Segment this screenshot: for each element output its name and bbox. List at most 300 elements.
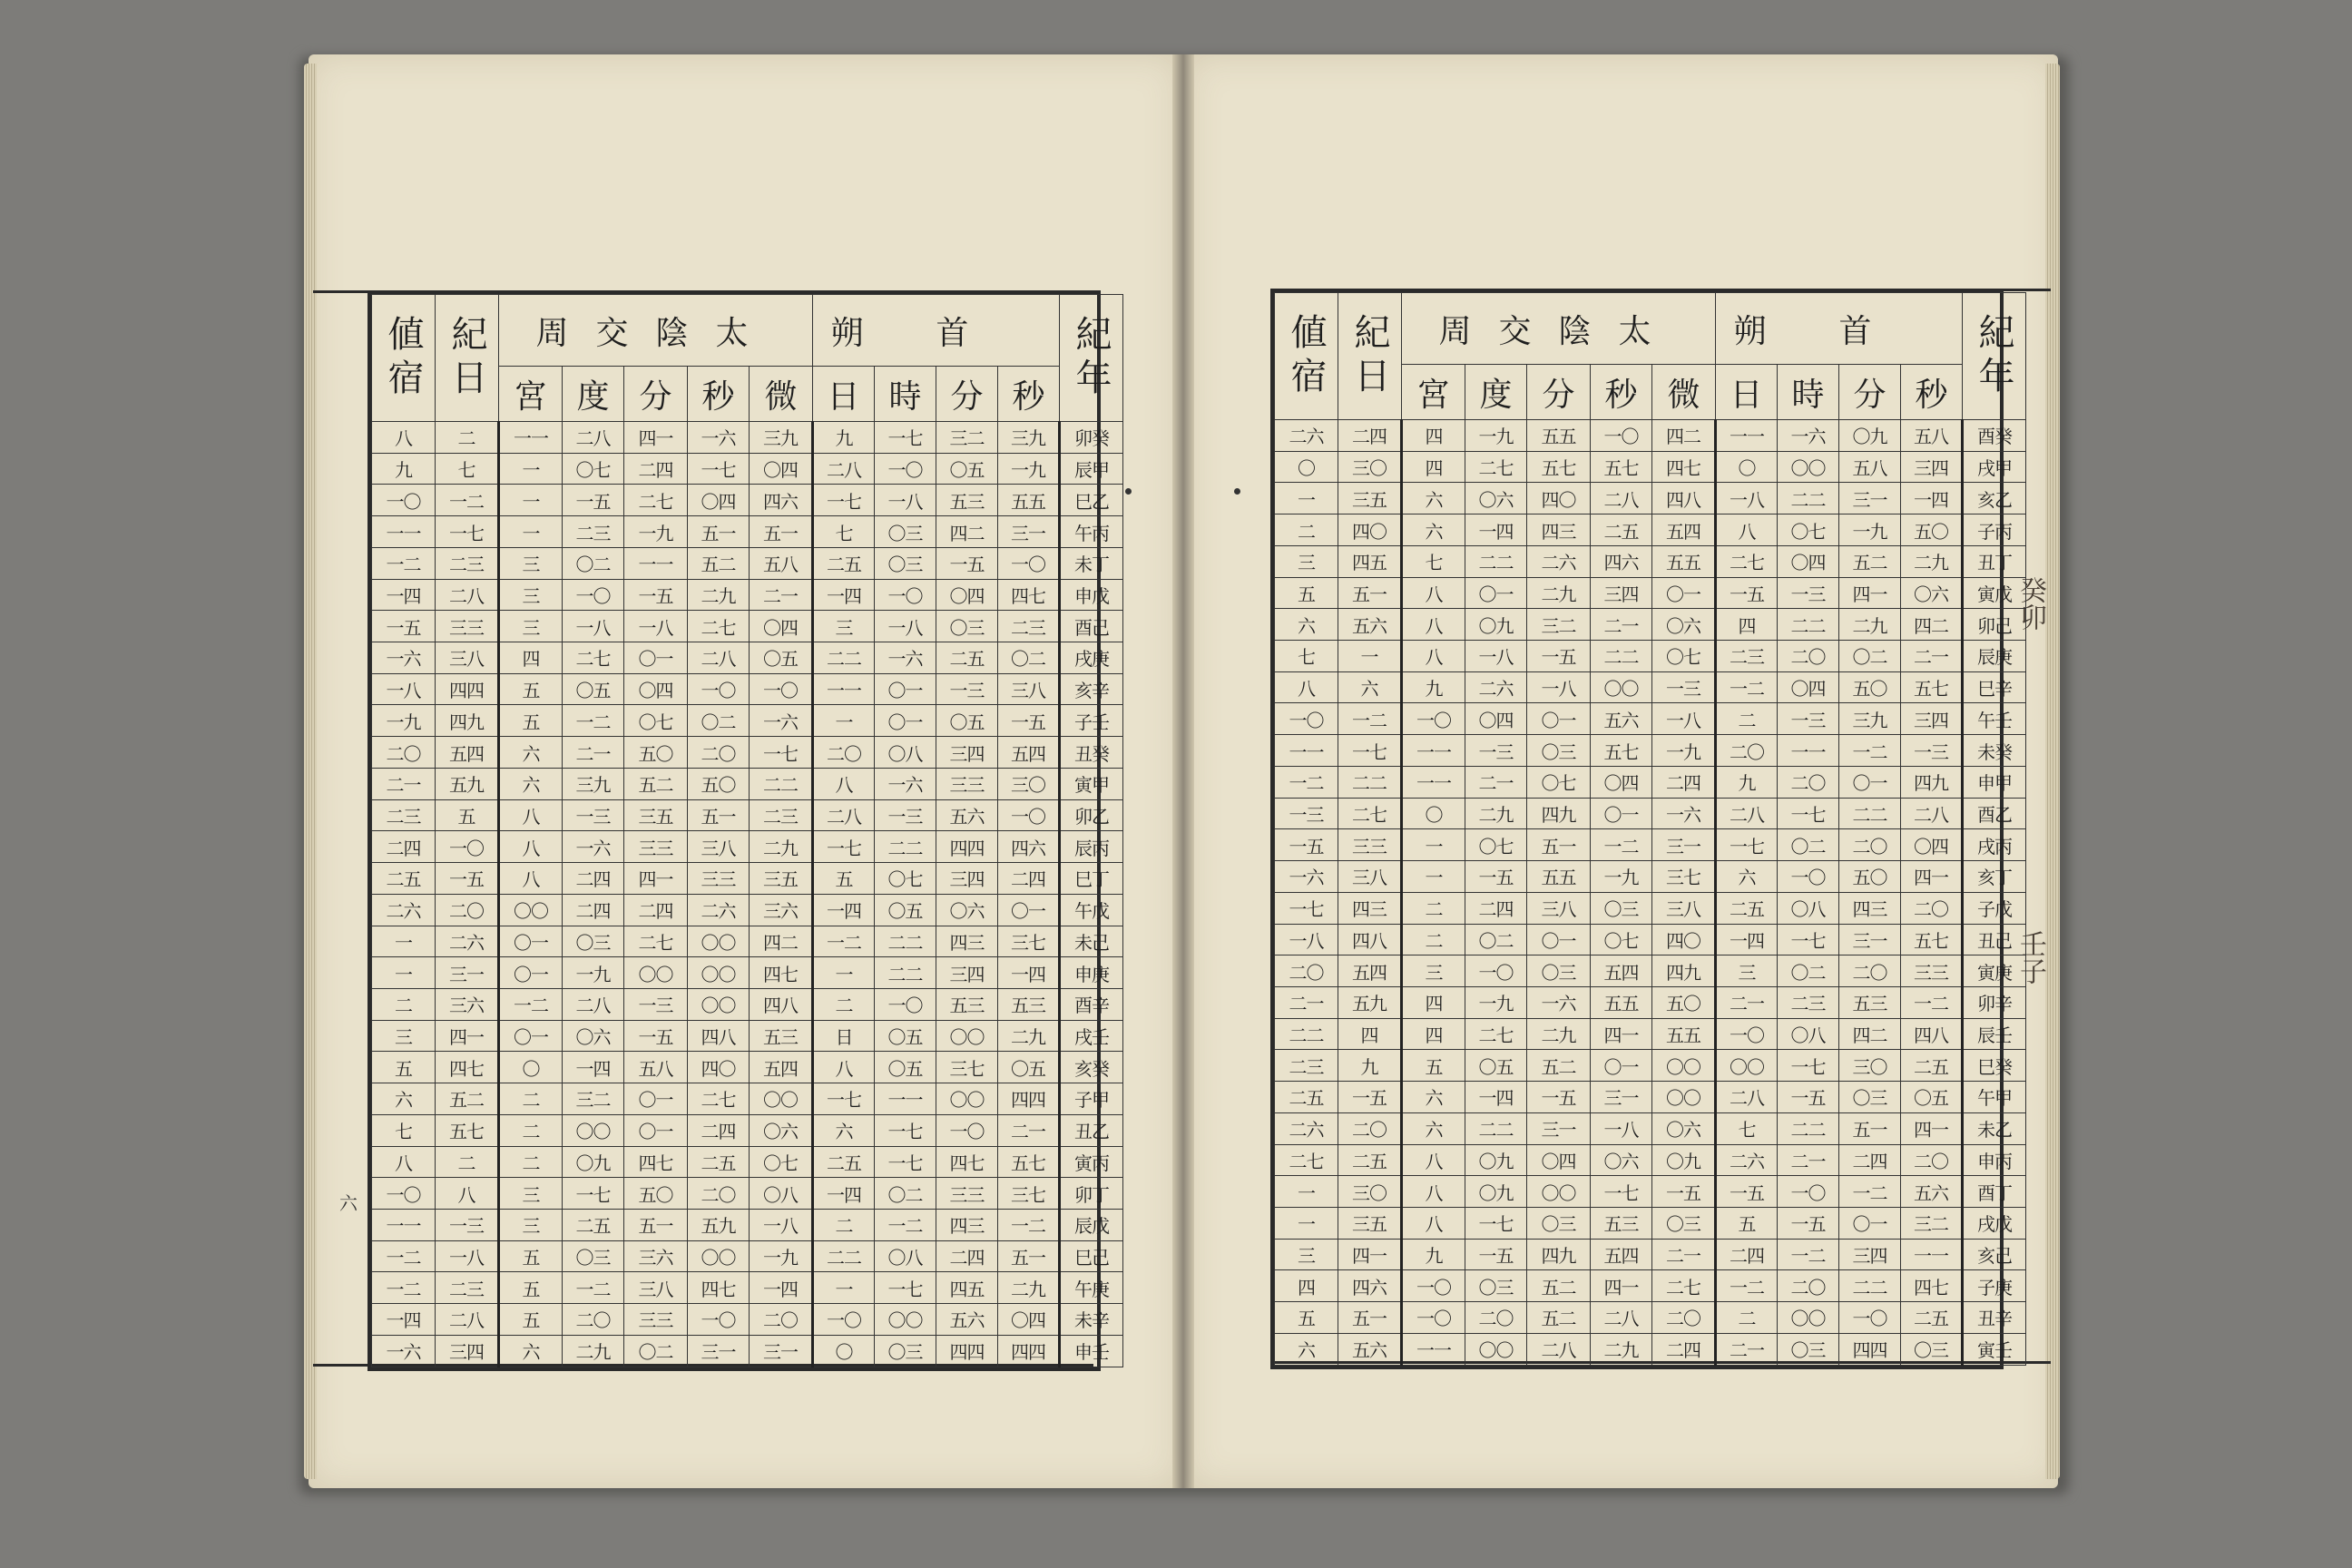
table-cell: 九 [1338,1050,1402,1082]
table-cell: 一三 [1275,798,1338,829]
table-row [372,894,1123,926]
table-cell: 〇二 [1839,641,1901,672]
table-cell: 〇〇 [624,957,688,989]
table-cell: 一五 [1465,1239,1527,1270]
table-cell: 五一 [750,516,813,548]
left-page-edges [304,64,317,1479]
table-cell: 四三 [936,1209,998,1240]
table-cell: 一五 [1338,1082,1402,1113]
table-cell: 三 [499,611,563,642]
table-cell: 酉丁 [1963,1176,2026,1208]
table-cell: 五九 [1338,986,1402,1018]
table-cell: 巳己 [1060,1240,1123,1272]
table-cell: 〇六 [1591,1144,1652,1176]
table-row [1275,766,2026,798]
table-cell: 一四 [372,1304,436,1336]
table-cell: 二一 [563,737,624,769]
header-taiyin-sub: 微 [750,367,813,422]
table-cell: 五六 [1901,1176,1963,1208]
table-cell: 〇二 [998,642,1060,674]
table-cell: 一〇 [1778,861,1839,893]
table-cell: 一〇 [813,1304,875,1336]
table-cell: 一八 [1716,483,1778,514]
table-cell: 〇六 [1652,609,1716,641]
table-cell: 〇四 [1591,766,1652,798]
table-cell: 六 [499,768,563,799]
table-cell: 三 [499,579,563,611]
table-cell: 一 [1338,641,1402,672]
table-cell: 二一 [1716,1333,1778,1365]
table-cell: 二 [372,988,436,1020]
header-jinian: 紀年 [1060,295,1123,422]
table-cell: 未丁 [1060,547,1123,579]
table-row [372,1209,1123,1240]
table-row [1275,420,2026,452]
table-cell: 三 [499,547,563,579]
table-cell: 五〇 [688,768,750,799]
table-cell: 〇五 [1901,1082,1963,1113]
table-cell: 一 [499,516,563,548]
table-cell: 一四 [750,1272,813,1304]
table-cell: 三七 [936,1052,998,1083]
table-cell: 〇七 [1652,641,1716,672]
table-row [372,768,1123,799]
table-row [1275,1144,2026,1176]
table-cell: 二七 [1465,1018,1527,1050]
table-cell: 〇五 [750,642,813,674]
table-cell: 四一 [1591,1270,1652,1302]
table-cell: 一四 [563,1052,624,1083]
table-cell: 五一 [1527,829,1591,861]
table-row [1275,1050,2026,1082]
table-cell: 一六 [372,1335,436,1367]
table-cell: 午壬 [1963,703,2026,735]
table-cell: 〇八 [1778,1018,1839,1050]
table-cell: 五六 [1591,703,1652,735]
table-cell: 一二 [1275,766,1338,798]
header-shuo-sub: 秒 [998,367,1060,422]
table-cell: 二七 [1652,1270,1716,1302]
page-number: 六 [339,1192,358,1214]
table-cell: 二九 [998,1020,1060,1052]
table-row [372,1052,1123,1083]
table-cell: 二一 [1901,641,1963,672]
table-cell: 一八 [875,485,936,516]
table-cell: 寅甲 [1060,768,1123,799]
table-cell: 一四 [998,957,1060,989]
table-cell: 四二 [1652,420,1716,452]
table-cell: 二四 [998,863,1060,895]
table-cell: 八 [1716,514,1778,546]
table-cell: 一八 [436,1240,499,1272]
table-cell: 寅庚 [1963,956,2026,987]
table-cell: 三七 [998,1178,1060,1210]
table-cell: 二七 [688,1083,750,1115]
table-cell: 二五 [1591,514,1652,546]
table-cell: 〇〇 [1652,1050,1716,1082]
table-cell: 〇二 [688,705,750,737]
table-cell: 一三 [1652,671,1716,703]
table-cell: 一二 [563,1272,624,1304]
table-cell: 一二 [1716,1270,1778,1302]
table-row [372,1178,1123,1210]
table-cell: 申壬 [1060,1335,1123,1367]
table-cell: 五七 [998,1146,1060,1178]
table-cell: 五 [1402,1050,1465,1082]
table-cell: 三三 [936,768,998,799]
table-cell: 三 [372,1020,436,1052]
table-cell: 〇九 [1652,1144,1716,1176]
table-cell: 一七 [750,737,813,769]
table-cell: 一三 [436,1209,499,1240]
table-cell: 二一 [1275,986,1338,1018]
table-cell: 五一 [1338,1302,1402,1334]
table-cell: 二四 [563,863,624,895]
table-cell: 二八 [1591,483,1652,514]
table-cell: 辰壬 [1963,1018,2026,1050]
table-cell: 一五 [436,863,499,895]
table-cell: 三二 [936,422,998,454]
table-cell: 二八 [436,1304,499,1336]
table-cell: 一二 [1338,703,1402,735]
table-cell: 四一 [1591,1018,1652,1050]
table-cell: 八 [1402,1176,1465,1208]
table-cell: 一三 [875,799,936,831]
table-cell: 〇六 [1901,577,1963,609]
table-cell: 〇九 [1465,1176,1527,1208]
table-cell: 三 [499,1209,563,1240]
table-cell: 一一 [1778,735,1839,767]
page-dot-left [1125,488,1132,495]
table-cell: 二 [499,1114,563,1146]
table-cell: 六 [1402,1112,1465,1144]
table-cell: 三三 [1901,956,1963,987]
table-cell: 三三 [624,1304,688,1336]
table-cell: 〇一 [998,894,1060,926]
table-cell: 〇四 [998,1304,1060,1336]
table-row [372,863,1123,895]
table-cell: 子戊 [1963,892,2026,924]
table-cell: 未辛 [1060,1304,1123,1336]
table-cell: 一二 [998,1209,1060,1240]
table-cell: 四 [1402,986,1465,1018]
table-cell: 一五 [1716,1176,1778,1208]
table-row [1275,1112,2026,1144]
table-cell: 三二 [1901,1207,1963,1239]
table-cell: 一六 [688,422,750,454]
table-cell: 三四 [1901,451,1963,483]
table-cell: 〇五 [875,1020,936,1052]
table-cell: 二二 [1465,1112,1527,1144]
table-cell: 七 [813,516,875,548]
table-row [372,737,1123,769]
table-cell: 五 [1716,1207,1778,1239]
table-cell: 五 [372,1052,436,1083]
table-cell: 〇三 [1527,735,1591,767]
table-cell: 一九 [750,1240,813,1272]
table-row [372,547,1123,579]
table-cell: 一八 [1275,924,1338,956]
right-page-table [1274,292,2026,1366]
header-taiyin-sub: 秒 [688,367,750,422]
table-cell: 一二 [1716,671,1778,703]
table-cell: 五一 [624,1209,688,1240]
table-cell: 五八 [1901,420,1963,452]
table-cell: 一五 [936,547,998,579]
table-cell: 一三 [936,673,998,705]
table-cell: 〇四 [624,673,688,705]
table-cell: 三九 [750,422,813,454]
table-cell: 二八 [1716,798,1778,829]
table-cell: 〇〇 [688,957,750,989]
header-xiu: 値宿 [372,295,436,422]
table-cell: 一七 [1275,892,1338,924]
table-cell: 二五 [563,1209,624,1240]
table-cell: 戌壬 [1060,1020,1123,1052]
table-cell: 巳丁 [1060,863,1123,895]
table-cell: 一〇 [998,799,1060,831]
table-cell: 三四 [1591,577,1652,609]
table-cell: 〇一 [1527,924,1591,956]
table-cell: 〇七 [563,453,624,485]
table-cell: 二四 [1465,892,1527,924]
table-cell: 申戊 [1060,579,1123,611]
table-cell: 五四 [436,737,499,769]
table-cell: 〇〇 [1591,671,1652,703]
table-cell: 一〇 [936,1114,998,1146]
table-cell: 二一 [1716,986,1778,1018]
table-cell: 四九 [1652,956,1716,987]
table-cell: 一九 [563,957,624,989]
table-cell: 〇一 [1527,703,1591,735]
table-cell: 一六 [875,768,936,799]
table-row [372,642,1123,674]
table-cell: 三 [499,1178,563,1210]
table-cell: 二五 [813,547,875,579]
table-cell: 二〇 [1901,1144,1963,1176]
table-cell: 四二 [1901,609,1963,641]
table-cell: 〇〇 [875,1304,936,1336]
table-cell: 二八 [813,799,875,831]
table-cell: 一一 [813,673,875,705]
table-cell: 三一 [1652,829,1716,861]
table-cell: 四四 [936,831,998,863]
table-cell: 一 [1402,829,1465,861]
table-cell: 二 [436,422,499,454]
table-cell: 〇一 [1839,1207,1901,1239]
table-row [1275,735,2026,767]
table-cell: 二二 [1275,1018,1338,1050]
table-cell: 四八 [1901,1018,1963,1050]
table-cell: 一〇 [1402,1302,1465,1334]
table-cell: 戌甲 [1963,451,2026,483]
table-cell: 四九 [1527,798,1591,829]
table-cell: 四七 [1652,451,1716,483]
table-cell: 二四 [1839,1144,1901,1176]
table-cell: 一二 [372,1272,436,1304]
table-cell: 〇五 [563,673,624,705]
table-cell: 二四 [1652,1333,1716,1365]
table-cell: 五 [813,863,875,895]
table-cell: 四三 [1527,514,1591,546]
table-row [372,453,1123,485]
table-cell: 三四 [436,1335,499,1367]
table-cell: 〇〇 [936,1083,998,1115]
header-taiyin-sub: 微 [1652,365,1716,420]
table-cell: 一二 [499,988,563,1020]
table-cell: 一七 [813,1083,875,1115]
table-cell: 二九 [1591,1333,1652,1365]
table-row [372,422,1123,454]
table-cell: 一七 [1778,1050,1839,1082]
table-cell: 〇〇 [499,894,563,926]
table-cell: 申甲 [1963,766,2026,798]
table-cell: 五〇 [1839,671,1901,703]
table-cell: 二八 [436,579,499,611]
table-cell: 五 [499,1272,563,1304]
table-cell: 五二 [688,547,750,579]
table-cell: 四 [1402,420,1465,452]
table-cell: 一六 [1275,861,1338,893]
table-cell: 二六 [1716,1144,1778,1176]
table-cell: 一二 [1839,735,1901,767]
table-cell: 三 [1275,1239,1338,1270]
table-row [372,1272,1123,1304]
table-cell: 〇二 [624,1335,688,1367]
table-cell: 三四 [936,957,998,989]
table-cell: 五五 [1652,1018,1716,1050]
table-cell: 二一 [750,579,813,611]
table-cell: 三四 [936,737,998,769]
header-taiyin-sub: 秒 [1591,365,1652,420]
table-cell: 二 [813,988,875,1020]
table-cell: 巳癸 [1963,1050,2026,1082]
header-taiyin-sub: 宮 [1402,365,1465,420]
table-cell: 八 [499,831,563,863]
table-cell: 二〇 [563,1304,624,1336]
table-cell: 三二 [563,1083,624,1115]
table-cell: 一五 [998,705,1060,737]
table-cell: 一 [1275,483,1338,514]
table-cell: 二 [1716,703,1778,735]
table-cell: 一七 [875,1114,936,1146]
table-cell: 〇〇 [1778,451,1839,483]
table-cell: 二四 [1716,1239,1778,1270]
table-cell: 四 [499,642,563,674]
table-cell: 三八 [436,642,499,674]
table-cell: 五一 [1839,1112,1901,1144]
header-shuoshou: 朔首 [813,295,1060,367]
table-cell: 〇一 [1465,577,1527,609]
table-cell: 〇〇 [750,1083,813,1115]
table-cell: 〇四 [1527,1144,1591,1176]
table-cell: 一七 [1778,798,1839,829]
table-cell: 〇三 [875,547,936,579]
table-row [372,1304,1123,1336]
table-cell: 二八 [563,422,624,454]
table-cell: 九 [372,453,436,485]
table-cell: 一八 [1652,703,1716,735]
table-cell: 三 [1275,545,1338,577]
table-cell: 二八 [1591,1302,1652,1334]
table-row [372,705,1123,737]
table-cell: 四一 [624,422,688,454]
table-row [372,1114,1123,1146]
table-cell: 一三 [1778,577,1839,609]
table-cell: 五八 [624,1052,688,1083]
table-cell: 六 [499,1335,563,1367]
table-row [1275,924,2026,956]
table-cell: 〇三 [563,1240,624,1272]
table-cell: 一〇 [750,673,813,705]
table-cell: 一三 [1901,735,1963,767]
table-cell: 二〇 [1338,1112,1402,1144]
table-cell: 一七 [875,422,936,454]
table-cell: 〇七 [1465,829,1527,861]
table-cell: 二七 [563,642,624,674]
table-cell: 四三 [1338,892,1402,924]
table-cell: 〇八 [875,1240,936,1272]
table-cell: 一二 [1901,986,1963,1018]
table-cell: 四七 [936,1146,998,1178]
table-cell: 日 [813,1020,875,1052]
table-cell: 二七 [688,611,750,642]
table-cell: 四七 [436,1052,499,1083]
table-cell: 一四 [1901,483,1963,514]
table-cell: 一九 [1839,514,1901,546]
table-cell: 二八 [688,642,750,674]
table-cell: 〇二 [1465,924,1527,956]
header-xiu: 値宿 [1275,293,1338,420]
table-cell: 七 [1275,641,1338,672]
table-cell: 一五 [1716,577,1778,609]
table-cell: 一四 [813,894,875,926]
table-cell: 二九 [688,579,750,611]
table-cell: 〇四 [688,485,750,516]
table-cell: 九 [813,422,875,454]
table-cell: 五四 [1591,956,1652,987]
table-cell: 三二 [1527,609,1591,641]
table-cell: 二二 [875,926,936,957]
table-cell: 五七 [1527,451,1591,483]
table-cell: 〇三 [875,516,936,548]
header-taiyin: 周交陰太 [499,295,813,367]
table-cell: 一 [1275,1176,1338,1208]
table-cell: 〇四 [750,611,813,642]
table-cell: 一七 [813,831,875,863]
table-cell: 一〇 [1716,1018,1778,1050]
table-cell: 二〇 [1778,641,1839,672]
table-cell: 一九 [998,453,1060,485]
table-cell: 二八 [813,453,875,485]
table-cell: 四 [1716,609,1778,641]
table-cell: 二二 [1778,609,1839,641]
table-cell: 四二 [1839,1018,1901,1050]
table-cell: 一五 [1465,861,1527,893]
table-cell: 子丙 [1963,514,2026,546]
table-cell: 〇七 [624,705,688,737]
table-cell: 五四 [1652,514,1716,546]
table-cell: 四一 [1839,577,1901,609]
table-cell: 二四 [624,894,688,926]
table-cell: 四〇 [688,1052,750,1083]
table-row [1275,1333,2026,1365]
table-cell: 四 [1338,1018,1402,1050]
table-cell: 五二 [1527,1302,1591,1334]
table-cell: 一六 [875,642,936,674]
header-shuo-sub: 日 [813,367,875,422]
table-cell: 二二 [1591,641,1652,672]
